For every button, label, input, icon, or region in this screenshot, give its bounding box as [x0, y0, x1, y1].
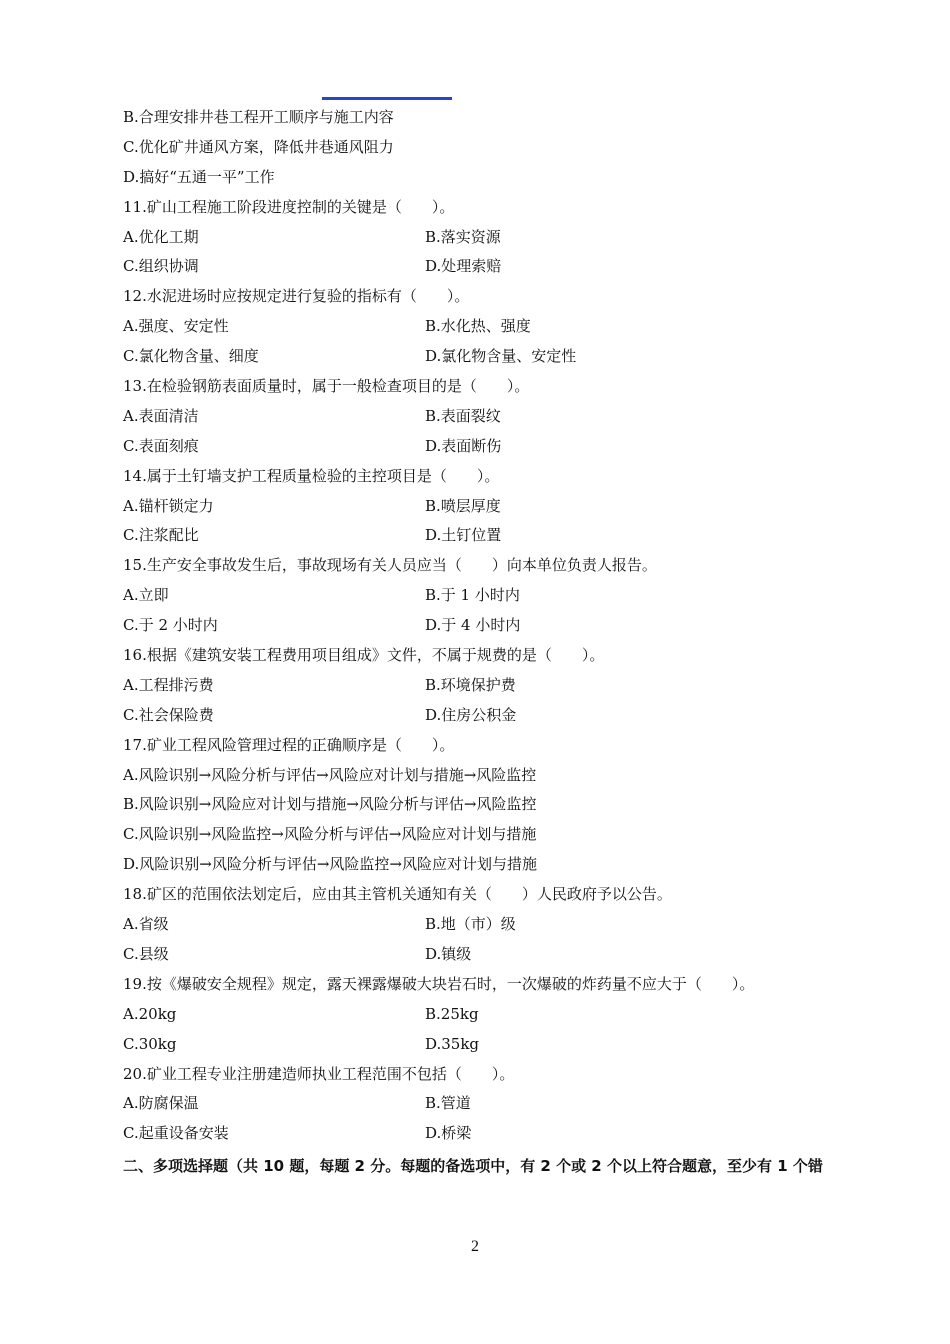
option-row: [123, 701, 868, 731]
option-text: A.防腐保温: [123, 1094, 199, 1113]
option-row: [123, 671, 868, 701]
option-text: C.表面刻痕: [123, 436, 199, 455]
option-text: C.注浆配比: [123, 526, 199, 545]
option-text: C.组织协调: [123, 257, 199, 276]
option-row: [123, 1030, 868, 1060]
option-text: A.优化工期: [123, 227, 199, 246]
option-row: [123, 1119, 868, 1149]
option-row: [123, 432, 868, 462]
option-text: A.省级: [123, 915, 169, 934]
option-text: D.风险识别→风险分析与评估→风险监控→风险应对计划与措施: [123, 855, 537, 874]
option-row: [123, 342, 868, 372]
top-rule: [322, 97, 452, 100]
option-text: C.起重设备安装: [123, 1124, 229, 1143]
option-text: D.镇级: [425, 944, 472, 963]
question-stem: 14.属于土钉墙支护工程质量检验的主控项目是（ ）。: [123, 466, 500, 485]
option-text: A.锚杆锁定力: [123, 496, 214, 515]
option-text: D.搞好“五通一平”工作: [123, 167, 275, 186]
option-row: [123, 910, 868, 940]
option-text: D.表面断伤: [425, 436, 502, 455]
option-text: B.喷层厚度: [425, 496, 501, 515]
option-row: [123, 223, 868, 253]
option-text: C.于 2 小时内: [123, 616, 218, 635]
question-stem: 12.水泥进场时应按规定进行复验的指标有（ ）。: [123, 287, 470, 306]
option-text: D.处理索赔: [425, 257, 502, 276]
option-text: D.住房公积金: [425, 705, 517, 724]
option-text: B.表面裂纹: [425, 406, 501, 425]
option-text: C.优化矿井通风方案，降低井巷通风阻力: [123, 137, 394, 156]
option-row: [123, 402, 868, 432]
option-row: [123, 581, 868, 611]
option-text: C.风险识别→风险监控→风险分析与评估→风险应对计划与措施: [123, 825, 537, 844]
option-text: A.表面清洁: [123, 406, 199, 425]
option-text: D.土钉位置: [425, 526, 502, 545]
option-text: B.风险识别→风险应对计划与措施→风险分析与评估→风险监控: [123, 795, 537, 814]
question-stem: 11.矿山工程施工阶段进度控制的关键是（ ）。: [123, 197, 455, 216]
option-text: D.于 4 小时内: [425, 616, 521, 635]
option-text: A.强度、安定性: [123, 317, 229, 336]
option-row: [123, 611, 868, 641]
option-row: [123, 1000, 868, 1030]
option-row: [123, 940, 868, 970]
option-row: [123, 1089, 868, 1119]
option-text: A.立即: [123, 586, 169, 605]
option-text: C.社会保险费: [123, 705, 214, 724]
question-stem: 16.根据《建筑安装工程费用项目组成》文件，不属于规费的是（ ）。: [123, 646, 605, 665]
section-heading: 二、多项选择题（共 10 题，每题 2 分。每题的备选项中，有 2 个或 2 个以上符合题意，至少有 1 个错: [123, 1157, 823, 1176]
option-text: C.县级: [123, 944, 169, 963]
option-text: B.落实资源: [425, 227, 501, 246]
question-stem: 15.生产安全事故发生后，事故现场有关人员应当（ ）向本单位负责人报告。: [123, 556, 657, 575]
option-row: [123, 312, 868, 342]
option-text: D.35kg: [425, 1034, 480, 1053]
option-text: B.合理安排井巷工程开工顺序与施工内容: [123, 108, 394, 126]
option-text: B.于 1 小时内: [425, 586, 520, 605]
option-row: [123, 252, 868, 282]
option-text: A.风险识别→风险分析与评估→风险应对计划与措施→风险监控: [123, 765, 537, 784]
option-text: B.地（市）级: [425, 915, 516, 934]
question-stem: 17.矿业工程风险管理过程的正确顺序是（ ）。: [123, 735, 455, 754]
option-text: A.20kg: [123, 1004, 177, 1023]
question-stem: 18.矿区的范围依法划定后，应由其主管机关通知有关（ ）人民政府予以公告。: [123, 885, 672, 904]
question-stem: 20.矿业工程专业注册建造师执业工程范围不包括（ ）。: [123, 1064, 515, 1083]
document-body: [123, 103, 868, 1181]
option-text: B.环境保护费: [425, 675, 516, 694]
question-stem: 19.按《爆破安全规程》规定，露天裸露爆破大块岩石时，一次爆破的炸药量不应大于（ ）。: [123, 974, 755, 993]
question-stem: 13.在检验钢筋表面质量时，属于一般检查项目的是（ ）。: [123, 377, 530, 396]
option-text: C.30kg: [123, 1034, 177, 1053]
option-row: [123, 521, 868, 551]
option-text: B.水化热、强度: [425, 317, 531, 336]
option-text: D.桥梁: [425, 1124, 472, 1143]
option-text: A.工程排污费: [123, 675, 214, 694]
option-text: B.25kg: [425, 1004, 479, 1023]
page-number: 2: [471, 1238, 479, 1255]
option-row: [123, 492, 868, 522]
option-text: C.氯化物含量、细度: [123, 347, 259, 366]
option-text: B.管道: [425, 1094, 471, 1113]
option-text: D.氯化物含量、安定性: [425, 347, 577, 366]
